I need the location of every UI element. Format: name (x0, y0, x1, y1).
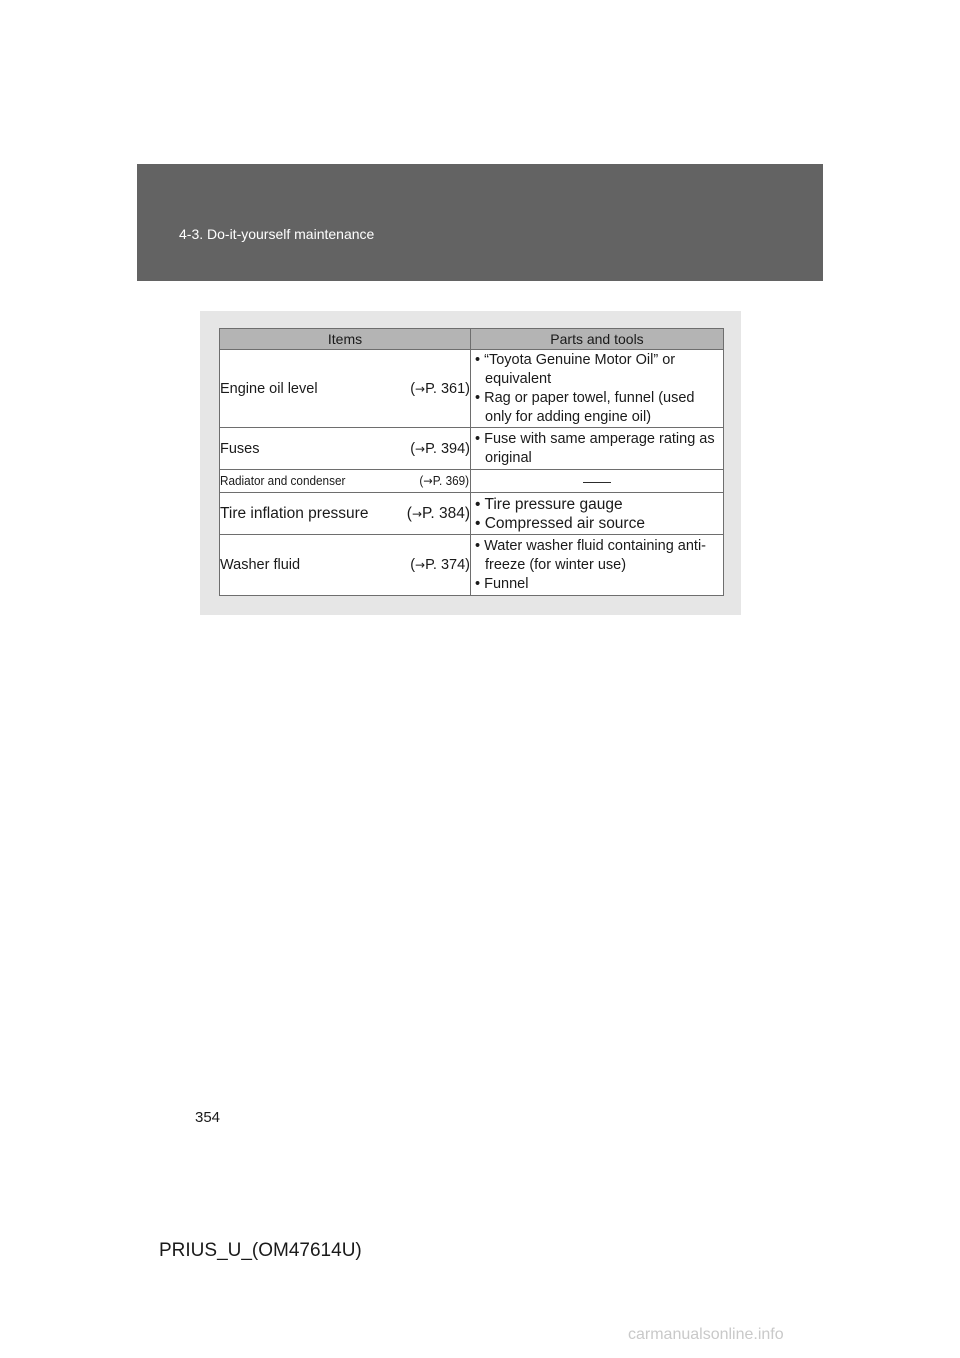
page-reference[interactable]: (→P. 374) (410, 557, 470, 573)
table-row (220, 535, 724, 596)
watermark: carmanualsonline.info (628, 1326, 784, 1343)
table-row (220, 493, 724, 535)
tools-cell (471, 470, 724, 493)
table-row (220, 428, 724, 470)
tools-cell (471, 493, 724, 535)
tools-cell (471, 350, 724, 428)
item-name: Fuses (220, 440, 260, 457)
item-name: Engine oil level (220, 380, 318, 397)
section-header-band (137, 164, 823, 281)
arrow-right-icon: → (415, 381, 426, 396)
list-item: • Tire pressure gauge (475, 495, 623, 513)
item-name: Washer fluid (220, 557, 301, 573)
table-row (220, 470, 724, 493)
arrow-right-icon: → (415, 558, 426, 572)
page-number: 354 (195, 1109, 221, 1126)
arrow-right-icon: → (423, 474, 433, 488)
manual-code: PRIUS_U_(OM47614U) (159, 1240, 362, 1261)
list-item: • Compressed air source (475, 514, 645, 532)
page-reference[interactable]: (→P. 361) (410, 380, 470, 397)
item-cell (220, 350, 471, 428)
table-row (220, 350, 724, 428)
list-item: • Rag or paper towel, funnel (used only for adding engine oil) (475, 389, 695, 425)
table-header-row (220, 329, 724, 350)
list-item: • Fuse with same amperage rating as original (475, 430, 715, 466)
arrow-right-icon: → (415, 441, 426, 456)
column-header-items: Items (220, 329, 471, 350)
column-header-parts-and-tools: Parts and tools (471, 329, 724, 350)
item-cell (220, 535, 471, 596)
page-reference[interactable]: (→P. 384) (406, 504, 470, 522)
item-name: Tire inflation pressure (220, 504, 369, 522)
arrow-right-icon: → (411, 506, 422, 521)
tools-cell (471, 428, 724, 470)
list-item: • Water washer fluid containing anti-freeze (for winter use) (475, 537, 707, 573)
section-title: 4-3. Do-it-yourself maintenance (179, 226, 375, 242)
list-item: • “Toyota Genuine Motor Oil” or equivalent (475, 351, 676, 387)
item-cell (220, 428, 471, 470)
item-cell (220, 470, 471, 493)
page-reference[interactable]: (→P. 369) (419, 474, 470, 488)
item-cell (220, 493, 471, 535)
tools-cell (471, 535, 724, 596)
empty-dash: —— (583, 472, 611, 489)
maintenance-items-table (219, 328, 724, 596)
page-reference[interactable]: (→P. 394) (410, 440, 470, 457)
list-item: • Funnel (475, 575, 529, 592)
item-name: Radiator and condenser (220, 474, 346, 488)
